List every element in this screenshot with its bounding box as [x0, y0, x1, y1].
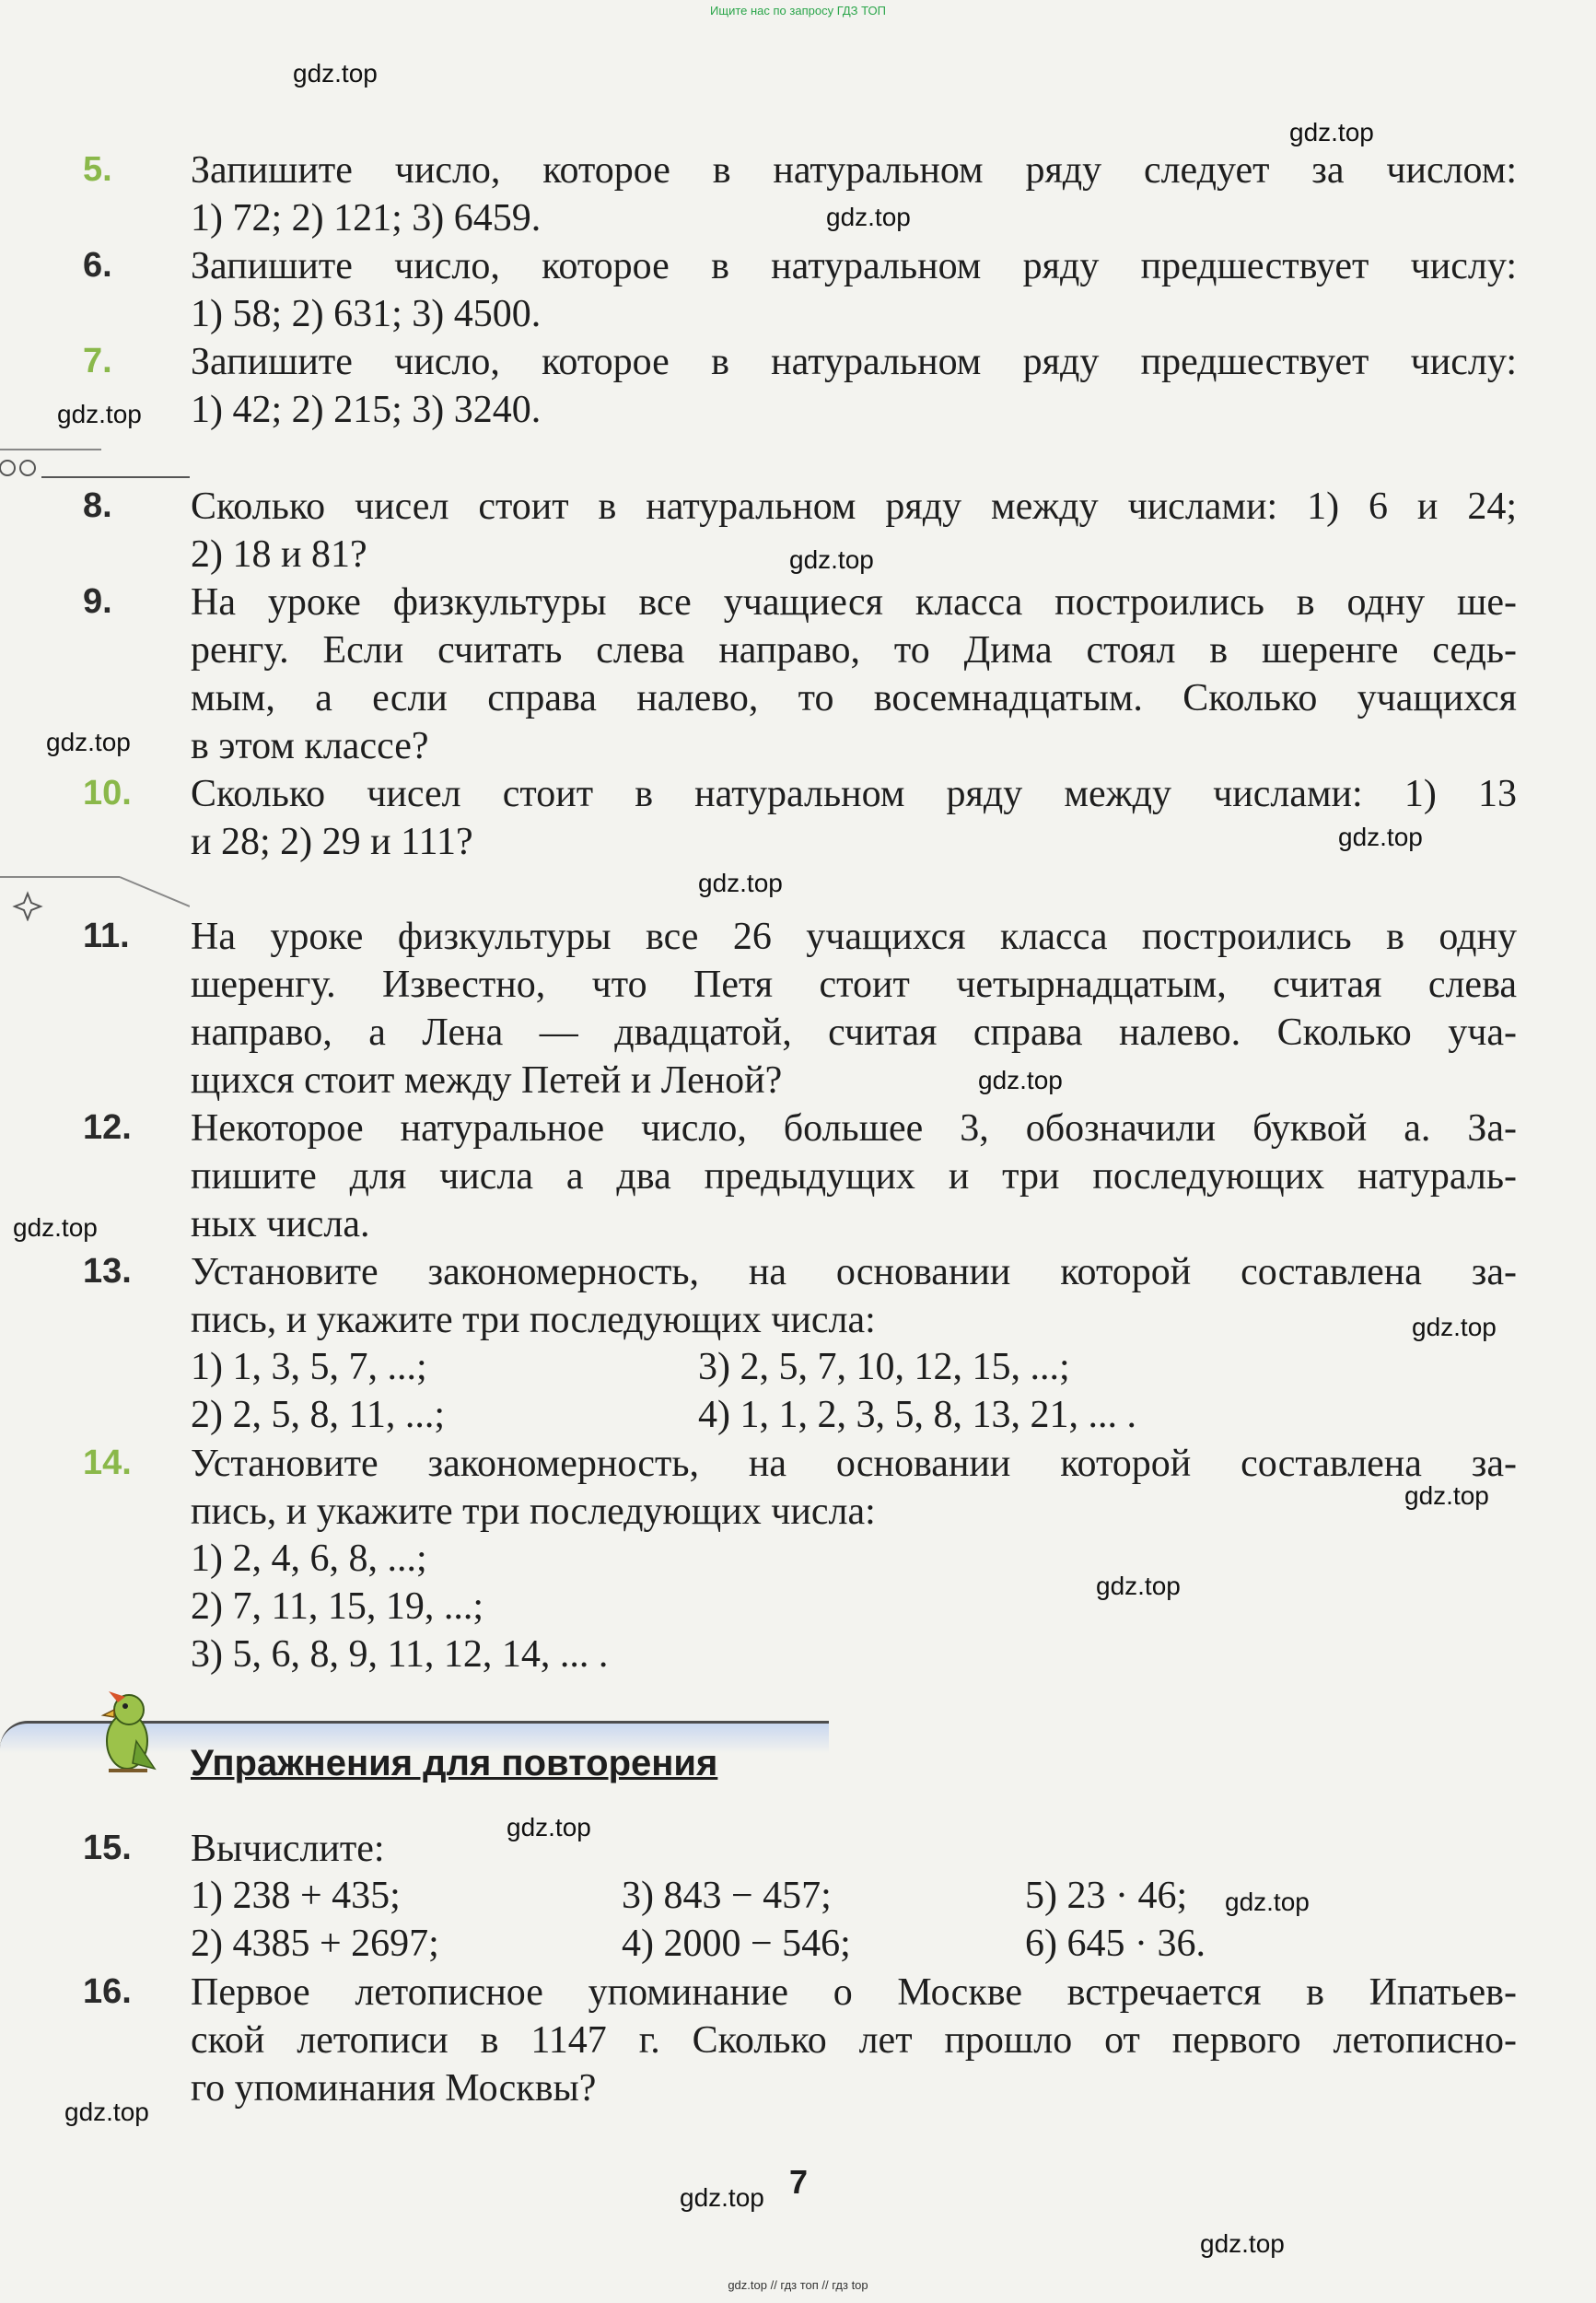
exercise-text: Запишите число, которое в натуральном ряду предшествует числу:: [191, 341, 1517, 383]
exercise-number: 14.: [83, 1444, 132, 1482]
watermark: gdz.top: [13, 1213, 98, 1242]
calc-item: 3) 843 − 457;: [622, 1875, 832, 1917]
exercise-text: ской летописи в 1147 г. Сколько лет прошло от первого летописно-: [191, 2019, 1517, 2062]
calc-item: 2) 4385 + 2697;: [191, 1923, 439, 1965]
watermark: gdz.top: [789, 545, 874, 574]
exercise-text: ренгу. Если считать слева направо, то Дима стоял в шеренге седь-: [191, 629, 1517, 672]
watermark: gdz.top: [1404, 1481, 1489, 1510]
exercise-text: Установите закономерность, на основании которой составлена за-: [191, 1251, 1517, 1293]
exercise-number: 16.: [83, 1972, 132, 2011]
watermark: gdz.top: [1338, 823, 1423, 851]
page-number: 7: [789, 2163, 809, 2201]
sequence-item: 4) 1, 1, 2, 3, 5, 8, 13, 21, ... .: [698, 1394, 1136, 1436]
exercise-number: 11.: [83, 917, 130, 955]
exercise-text: ных числа.: [191, 1203, 370, 1245]
sequence-item: 1) 2, 4, 6, 8, ...;: [191, 1537, 427, 1580]
exercise-text: Первое летописное упоминание о Москве встречается в Ипатьев-: [191, 1971, 1517, 2014]
exercise-text: На уроке физкультуры все учащиеся класса построились в одну ше-: [191, 581, 1517, 624]
exercise-text: 1) 58; 2) 631; 3) 4500.: [191, 293, 542, 335]
exercise-number: 9.: [83, 582, 112, 621]
exercise-number: 7.: [83, 342, 112, 380]
exercise-text: шеренгу. Известно, что Петя стоит четырнадцатым, считая слева: [191, 964, 1517, 1006]
watermark: gdz.top: [1225, 1888, 1310, 1916]
exercise-text: Установите закономерность, на основании которой составлена за-: [191, 1443, 1517, 1485]
exercise-text: Сколько чисел стоит в натуральном ряду между числами: 1) 13: [191, 773, 1517, 815]
exercise-text: в этом классе?: [191, 725, 429, 767]
exercise-text: и 28; 2) 29 и 111?: [191, 821, 473, 863]
exercise-text: мым, а если справа налево, то восемнадцатым. Сколько учащихся: [191, 677, 1517, 719]
exercise-text: го упоминания Москвы?: [191, 2067, 597, 2110]
watermark: gdz.top: [64, 2098, 149, 2126]
diamond-star-icon: [0, 866, 190, 921]
sequence-item: 2) 7, 11, 15, 19, ...;: [191, 1585, 484, 1628]
watermark: gdz.top: [826, 203, 911, 231]
exercise-text: Вычислите:: [191, 1828, 385, 1870]
sequence-item: 3) 2, 5, 7, 10, 12, 15, ...;: [698, 1346, 1070, 1388]
calc-item: 6) 645 · 36.: [1025, 1923, 1206, 1965]
watermark: gdz.top: [680, 2183, 764, 2212]
exercise-number: 10.: [83, 774, 132, 812]
calc-item: 4) 2000 − 546;: [622, 1923, 851, 1965]
exercise-number: 13.: [83, 1252, 132, 1291]
exercise-text: Запишите число, которое в натуральном ряду следует за числом:: [191, 149, 1517, 192]
exercise-number: 5.: [83, 150, 112, 189]
watermark: gdz.top: [978, 1066, 1063, 1094]
exercise-text: 2) 18 и 81?: [191, 533, 367, 576]
exercise-text: пись, и укажите три последующих числа:: [191, 1299, 876, 1341]
watermark: gdz.top: [293, 59, 378, 88]
footer-text: gdz.top // гдз топ // гдз top: [728, 2278, 868, 2292]
watermark: gdz.top: [1200, 2229, 1285, 2258]
exercise-text: пишите для числа a два предыдущих и три последующих натураль-: [191, 1155, 1517, 1198]
section-title: Упражнения для повторения: [191, 1743, 718, 1783]
double-circle-icon: [0, 442, 190, 479]
sequence-item: 3) 5, 6, 8, 9, 11, 12, 14, ... .: [191, 1633, 609, 1676]
parrot-icon: [81, 1686, 173, 1778]
sequence-item: 1) 1, 3, 5, 7, ...;: [191, 1346, 427, 1388]
exercise-number: 12.: [83, 1108, 132, 1147]
watermark: gdz.top: [1289, 118, 1374, 146]
calc-item: 5) 23 · 46;: [1025, 1875, 1188, 1917]
top-banner: Ищите нас по запросу ГДЗ ТОП: [710, 4, 886, 18]
exercise-number: 6.: [83, 246, 112, 285]
exercise-number: 8.: [83, 486, 112, 525]
exercise-number: 15.: [83, 1829, 132, 1867]
exercise-text: 1) 72; 2) 121; 3) 6459.: [191, 197, 542, 240]
exercise-text: Запишите число, которое в натуральном ряду предшествует числу:: [191, 245, 1517, 287]
exercise-text: Сколько чисел стоит в натуральном ряду между числами: 1) 6 и 24;: [191, 485, 1517, 528]
exercise-text: 1) 42; 2) 215; 3) 3240.: [191, 389, 542, 431]
sequence-item: 2) 2, 5, 8, 11, ...;: [191, 1394, 446, 1436]
exercise-text: щихся стоит между Петей и Леной?: [191, 1059, 783, 1102]
exercise-text: На уроке физкультуры все 26 учащихся класса построились в одну: [191, 916, 1517, 958]
watermark: gdz.top: [1412, 1313, 1497, 1341]
exercise-text: пись, и укажите три последующих числа:: [191, 1491, 876, 1533]
watermark: gdz.top: [57, 400, 142, 428]
exercise-text: направо, а Лена — двадцатой, считая справа налево. Сколько уча-: [191, 1011, 1517, 1054]
watermark: gdz.top: [1096, 1572, 1181, 1600]
watermark: gdz.top: [698, 869, 783, 897]
watermark: gdz.top: [46, 728, 131, 756]
watermark: gdz.top: [507, 1813, 591, 1841]
calc-item: 1) 238 + 435;: [191, 1875, 401, 1917]
exercise-text: Некоторое натуральное число, большее 3, обозначили буквой a. За-: [191, 1107, 1517, 1150]
